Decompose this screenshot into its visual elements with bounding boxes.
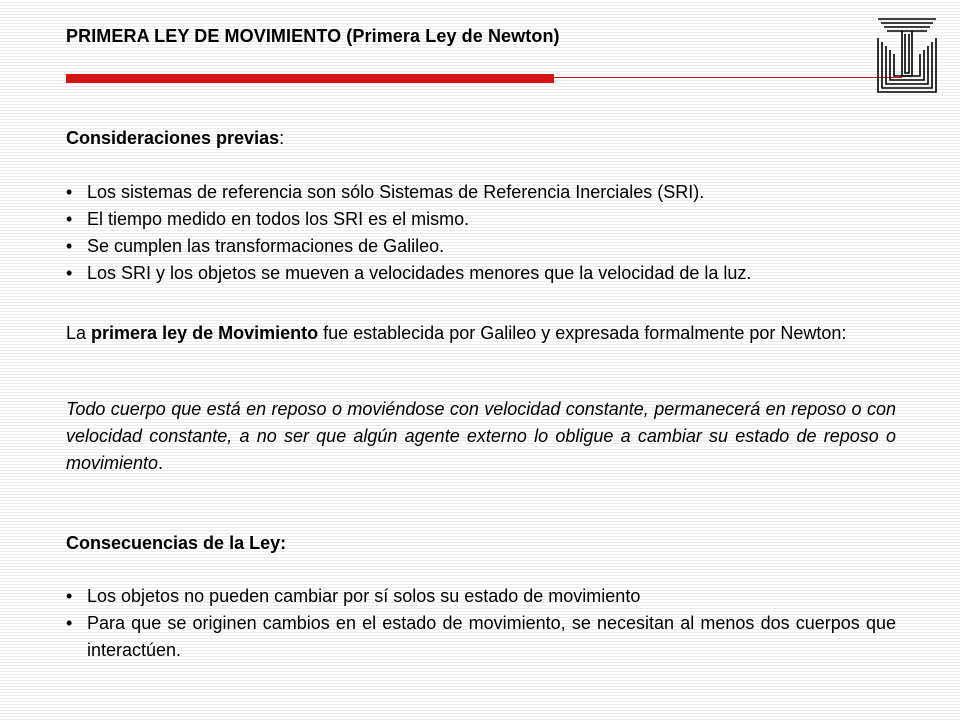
consequences-heading: Consecuencias de la Ley: [66,533,287,553]
law-intro-paragraph: La primera ley de Movimiento fue establecida por Galileo y expresada formalmente por Newton: [66,323,847,343]
title-underline-line [554,77,902,78]
list-item: • Los objetos no pueden cambiar por sí solos su estado de movimiento [66,586,641,606]
list-item: • El tiempo medido en todos los SRI es el mismo. [66,209,470,229]
institution-logo-icon [872,16,942,94]
considerations-heading: Consideraciones previas: [66,128,285,148]
list-item: • Los sistemas de referencia son sólo Sistemas de Referencia Inerciales (SRI). [66,182,705,202]
list-item: • Se cumplen las transformaciones de Galileo. [66,236,445,256]
list-item: • Para que se originen cambios en el estado de movimiento, se necesitan al menos dos cuerpos que interactúen. [66,613,896,660]
considerations-list-wrapper [66,179,896,287]
consequences-section [66,530,896,557]
considerations-list [66,179,896,287]
list-item: • Los SRI y los objetos se mueven a velocidades menores que la velocidad de la luz. [66,263,752,283]
title-underline-bar [66,74,554,83]
consequences-list-wrapper [66,583,896,664]
considerations-section [66,125,896,152]
law-statement: Todo cuerpo que está en reposo o moviéndose con velocidad constante, permanecerá en reposo o con velocidad constante, a no ser que algún agente externo lo obligue a cambiar su estado de reposo o movimiento [66,399,896,473]
law-name: primera ley de Movimiento [91,323,319,343]
law-statement-paragraph: Todo cuerpo que está en reposo o moviéndose con velocidad constante, permanecerá en reposo o con velocidad constante, a no ser que algún agente externo lo obligue a cambiar su estado de reposo o movimiento. [66,399,896,473]
page-title: PRIMERA LEY DE MOVIMIENTO (Primera Ley de Newton) [66,26,560,46]
consequences-list [66,583,896,664]
